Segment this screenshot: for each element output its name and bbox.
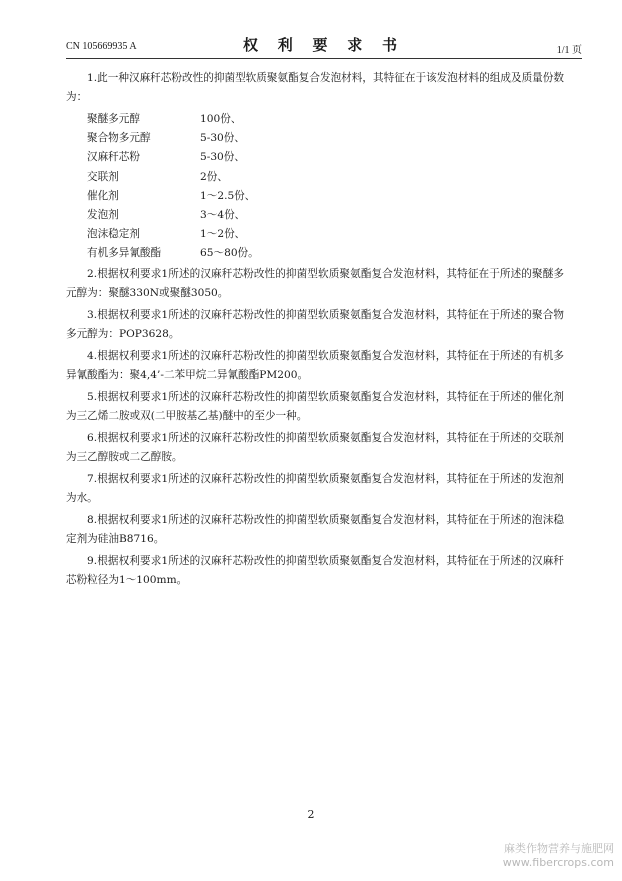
watermark-site-name: 麻类作物营养与施肥网	[504, 842, 614, 855]
composition-row	[66, 148, 564, 167]
component-amount: 3～4份、	[200, 208, 246, 221]
claim-1: 1.此一种汉麻秆芯粉改性的抑菌型软质聚氨酯复合发泡材料，其特征在于该发泡材料的组成及质量份数为：	[66, 72, 564, 103]
claim-3: 3.根据权利要求1所述的汉麻秆芯粉改性的抑菌型软质聚氨酯复合发泡材料，其特征在于所述的聚合物多元醇为：POP3628。	[66, 308, 564, 340]
claim-2: 2.根据权利要求1所述的汉麻秆芯粉改性的抑菌型软质聚氨酯复合发泡材料，其特征在于所述的聚醚多元醇为：聚醚330N或聚醚3050。	[66, 267, 564, 299]
composition-row	[66, 187, 564, 206]
composition-list	[66, 110, 564, 264]
component-amount: 65～80份。	[200, 247, 259, 260]
claims-body	[66, 69, 564, 593]
component-name: 交联剂	[87, 170, 119, 183]
component-name: 聚合物多元醇	[87, 132, 151, 145]
component-name: 催化剂	[87, 189, 119, 202]
watermark	[503, 842, 614, 870]
claim-9: 9.根据权利要求1所述的汉麻秆芯粉改性的抑菌型软质聚氨酯复合发泡材料，其特征在于所述的汉麻秆芯粉粒径为1～100mm。	[66, 554, 564, 586]
component-amount: 1～2.5份、	[200, 189, 256, 202]
page-number: 2	[307, 808, 315, 821]
claim-6: 6.根据权利要求1所述的汉麻秆芯粉改性的抑菌型软质聚氨酯复合发泡材料，其特征在于所述的交联剂为三乙醇胺或二乙醇胺。	[66, 431, 564, 463]
composition-row	[66, 110, 564, 129]
claim-8: 8.根据权利要求1所述的汉麻秆芯粉改性的抑菌型软质聚氨酯复合发泡材料，其特征在于所述的泡沫稳定剂为硅油B8716。	[66, 513, 564, 545]
component-name: 有机多异氰酸酯	[87, 247, 162, 260]
component-name: 泡沫稳定剂	[87, 228, 140, 241]
watermark-url: www.fibercrops.com	[502, 856, 614, 869]
claim-7: 7.根据权利要求1所述的汉麻秆芯粉改性的抑菌型软质聚氨酯复合发泡材料，其特征在于所述的发泡剂为水。	[66, 472, 564, 504]
composition-row	[66, 168, 564, 187]
composition-row	[66, 244, 564, 263]
composition-row	[66, 206, 564, 225]
publication-number: CN 105669935 A	[66, 41, 137, 52]
component-name: 汉麻秆芯粉	[87, 151, 140, 164]
component-name: 发泡剂	[87, 208, 119, 221]
composition-row	[66, 225, 564, 244]
component-amount: 2份、	[200, 170, 228, 183]
component-amount: 5-30份、	[200, 151, 245, 164]
composition-row	[66, 129, 564, 148]
claim-4: 4.根据权利要求1所述的汉麻秆芯粉改性的抑菌型软质聚氨酯复合发泡材料，其特征在于所述的有机多异氰酸酯为：聚4,4’-二苯甲烷二异氰酸酯PM200。	[66, 349, 564, 381]
document-header	[66, 36, 582, 59]
document-title: 权 利 要 求 书	[242, 38, 405, 54]
component-name: 聚醚多元醇	[87, 113, 140, 125]
claim-5: 5.根据权利要求1所述的汉麻秆芯粉改性的抑菌型软质聚氨酯复合发泡材料，其特征在于所述的催化剂为三乙烯二胺或双(二甲胺基乙基)醚中的至少一种。	[66, 390, 564, 422]
page-info: 1/1 页	[556, 45, 582, 56]
component-amount: 100份、	[200, 113, 242, 125]
component-amount: 5-30份、	[200, 132, 245, 145]
component-amount: 1～2份、	[200, 228, 246, 241]
